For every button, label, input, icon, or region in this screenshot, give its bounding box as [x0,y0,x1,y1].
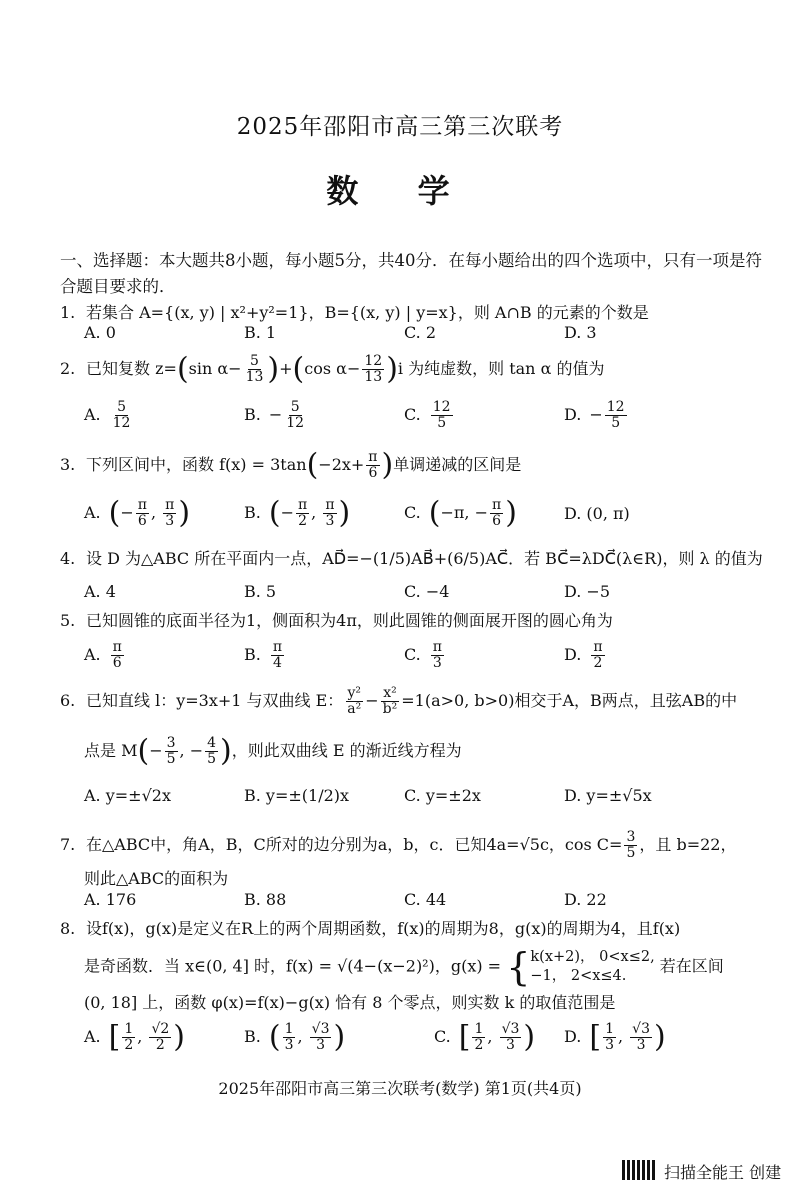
option-a[interactable] [84,400,134,431]
option-label: D. [564,405,582,424]
option-d[interactable]: D. (0, π) [564,504,630,523]
question-3: 3. 下列区间中，函数 f(x) = 3tan(−2x+ $\frac{\pi}{6}$ )单调递减的区间是 [60,447,522,483]
option-b[interactable]: B. 5 [244,582,277,601]
option-b[interactable]: B. y=±(1/2)x [244,786,350,805]
question-number: 2. [60,359,76,378]
stem-part: cos α− [304,359,361,378]
question-1 [60,300,649,323]
fraction-numerator: 5 [117,399,127,415]
options-q5 [84,640,784,670]
option-a[interactable]: A. 4 [84,582,116,601]
option-d[interactable]: D. 22 [564,890,607,909]
question-7 [60,830,737,861]
option-d[interactable]: D. 3 [564,323,597,342]
option-a[interactable]: A. (− $\frac{\pi}{6}$ , $\frac{\pi}{3}$ ) [84,495,191,531]
option-a[interactable]: A. 0 [84,323,116,342]
stem-part: 单调递减的区间是 [393,455,522,474]
option-c[interactable]: C. (−π, − $\frac{\pi}{6}$ ) [404,495,517,531]
section-heading: 一、选择题：本大题共8小题，每小题5分，共40分．在每小题给出的四个选项中，只有一项是符合题目要求的． [60,251,762,296]
question-number: 4. [60,549,76,568]
question-stem: 在△ABC中，角A，B，C所对的边分别为a，b，c．已知4a=√5c，cos C= [86,835,623,854]
stem-part: =1(a>0, b>0)相交于A，B两点，且弦AB的中 [401,691,738,710]
question-number: 6. [60,691,76,710]
fraction-numerator: π [593,639,603,655]
page-footer: 2025年邵阳市高三第三次联考(数学) 第1页(共4页) [218,1079,582,1098]
option-label: B. [244,1027,261,1046]
option-c[interactable]: C. y=±2x [404,786,481,805]
options-q3 [84,495,784,531]
stem-part: 点是 M [84,741,138,760]
piecewise-function: { k(x+2)， 0<x≤2, −1， 2<x≤4. [506,945,655,989]
fraction-numerator: 12 [364,353,383,369]
option-d[interactable] [564,400,629,431]
fraction-numerator: 3 [626,829,636,845]
option-c[interactable]: C. 44 [404,890,447,909]
fraction-numerator: π [112,639,122,655]
fraction-denominator: 5 [611,415,621,431]
option-a[interactable] [84,640,126,671]
fraction-numerator: 5 [290,399,300,415]
option-c[interactable] [404,400,455,431]
stem-part: 是奇函数．当 x∈(0, 4] 时，f(x) = √(4−(x−2)²)，g(x) = [84,956,502,976]
stem-part: ，则此双曲线 E 的渐近线方程为 [231,741,462,760]
fraction-denominator: 12 [286,415,305,431]
option-label: C. [404,645,421,664]
fraction-numerator: π [432,639,442,655]
option-b[interactable]: B. 88 [244,890,287,909]
question-8-line-2 [84,945,724,989]
question-6: 6. 已知直线 l：y=3x+1 与双曲线 E： $\frac{\text{y²}}{\text{a²}}$ − $\frac{\text{x²}}{\text{b²}}$ =1(a>0, b>0)相交于A，B两点，且弦AB的中 [60,685,738,717]
question-stem: 设 D 为△ABC 所在平面内一点，AD⃗=−(1/5)AB⃗+(6/5)AC⃗．若 BC⃗=λDC⃗(λ∈R)，则 λ 的值为 [86,549,763,568]
option-c[interactable] [404,640,446,671]
question-stem: 已知直线 l：y=3x+1 与双曲线 E： [86,691,344,710]
question-stem: 设f(x)，g(x)是定义在R上的两个周期函数，f(x)的周期为8，g(x)的周期为4，且f(x) [86,919,681,938]
fraction-denominator: 13 [364,369,383,385]
fraction-denominator: 4 [272,655,282,671]
options-q8 [84,1019,784,1055]
stem-part: ，且 b=22， [639,835,737,854]
fraction-numerator: π [368,449,378,465]
fraction-denominator: 6 [112,655,122,671]
option-sign: − [589,405,603,424]
qr-code-icon [622,1160,656,1180]
question-2: 2. 已知复数 z=(sin α− $\frac{5}{13}$ )+(cos α− $\frac{12}{13}$ )i 为纯虚数，则 tan α 的值为 [60,351,605,387]
question-8-line-3: (0, 18] 上，函数 φ(x)=f(x)−g(x) 恰有 8 个零点，则实数 k 的取值范围是 [84,993,616,1012]
option-c[interactable]: C. [ $\frac{1}{2}$ , $\frac{√3}{3}$ ) [434,1019,536,1055]
fraction-denominator: 5 [437,415,447,431]
question-number: 1. [60,303,76,322]
option-label: A. [84,405,101,424]
option-c[interactable]: C. 2 [404,323,437,342]
question-number: 8. [60,919,76,938]
fraction-numerator: π [272,639,283,655]
scanner-watermark: 扫描全能王 创建 [664,1163,782,1182]
option-b[interactable]: B. ( $\frac{1}{3}$ , $\frac{√3}{3}$ ) [244,1019,346,1055]
option-d[interactable] [564,640,607,671]
options-q1 [84,323,784,353]
fraction-denominator: 5 [626,845,636,861]
option-label: A. [84,503,101,522]
option-label: D. [564,645,582,664]
question-stem: 下列区间中，函数 f(x) = 3tan [86,455,307,474]
option-b[interactable] [244,640,286,671]
option-label: B. [244,503,261,522]
question-stem: 已知复数 z= [86,359,177,378]
stem-part: sin α− [188,359,242,378]
option-b[interactable] [244,400,308,431]
option-label: C. [434,1027,451,1046]
question-number: 7. [60,835,76,854]
fraction-denominator: 2 [593,655,603,671]
option-label: B. [244,645,261,664]
option-b[interactable]: B. 1 [244,323,277,342]
option-c[interactable]: C. −4 [404,582,450,601]
fraction-denominator: 3 [432,655,442,671]
option-d[interactable]: D. [ $\frac{1}{3}$ , $\frac{√3}{3}$ ) [564,1019,666,1055]
option-label: C. [404,405,421,424]
exam-title: 2025年邵阳市高三第三次联考 [236,114,564,140]
option-d[interactable]: D. y=±√5x [564,786,652,805]
option-sign: − [268,405,283,424]
stem-part: + [279,359,293,378]
option-label: A. [84,1027,101,1046]
options-q6 [84,786,784,816]
option-d[interactable]: D. −5 [564,582,611,601]
stem-part: 若在区间 [659,956,724,976]
fraction-numerator: 5 [250,353,259,369]
subject-title: 数 学 [326,172,474,210]
fraction-numerator: 12 [606,399,625,415]
fraction-denominator: 6 [368,465,378,481]
option-a[interactable]: A. 176 [84,890,137,909]
stem-part: −2x+ [318,455,365,474]
fraction-numerator: 12 [432,399,451,415]
stem-part: i 为纯虚数，则 tan α 的值为 [397,359,605,378]
option-a[interactable]: A. [ $\frac{1}{2}$ , $\frac{√2}{2}$ ) [84,1019,185,1055]
question-6-line-2: 点是 M(− $\frac{3}{5}$ , − $\frac{4}{5}$ )，则此双曲线 E 的渐近线方程为 [84,733,462,769]
option-label: B. [244,405,261,424]
fraction-denominator: 12 [112,415,131,431]
question-stem: 若集合 A={(x, y) | x²+y²=1}，B={(x, y) | y=x}，则 A∩B 的元素的个数是 [86,303,649,322]
question-8 [60,916,680,939]
piecewise-case: k(x+2)， 0<x≤2, [530,949,655,965]
options-q2 [84,400,784,430]
fraction-denominator: 13 [245,369,264,385]
option-label: D. [564,1027,582,1046]
question-number: 5. [60,611,76,630]
option-a[interactable]: A. y=±√2x [84,786,171,805]
question-5 [60,608,613,631]
option-b[interactable]: B. (− $\frac{\pi}{2}$ , $\frac{\pi}{3}$ ) [244,495,351,531]
option-label: A. [84,645,101,664]
question-4 [60,546,763,569]
piecewise-case: −1， 2<x≤4. [530,968,627,984]
question-7-line-2: 则此△ABC的面积为 [84,869,229,888]
option-label: C. [404,503,421,522]
question-number: 3. [60,455,76,474]
question-stem: 已知圆锥的底面半径为1，侧面积为4π，则此圆锥的侧面展开图的圆心角为 [86,611,613,630]
